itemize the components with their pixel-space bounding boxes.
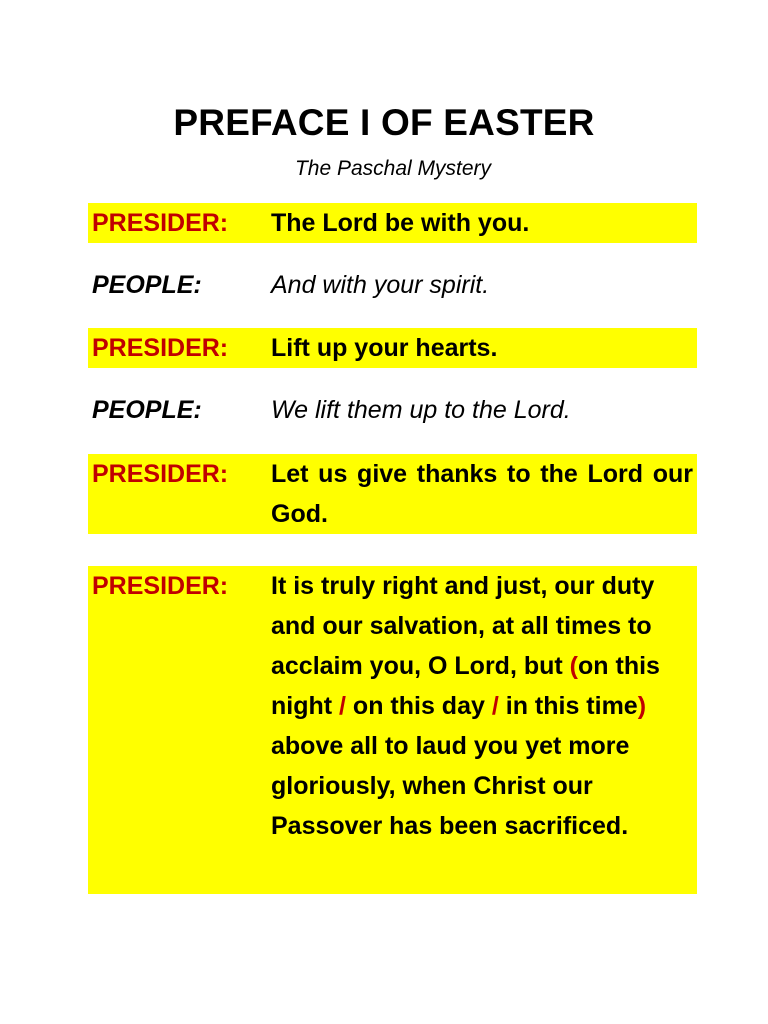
option-night: on this night <box>271 652 660 720</box>
dialogue-row-4 <box>88 390 697 430</box>
dialogue-text: Lift up your hearts. <box>271 334 498 362</box>
preface-text-part: above all to laud you yet more gloriously, when Christ our Passover has been sacrificed. <box>271 732 630 840</box>
dialogue-row-6 <box>88 566 697 894</box>
dialogue-row-2 <box>88 265 697 305</box>
dialogue-text: And with your spirit. <box>271 271 490 299</box>
speaker-label: PEOPLE: <box>92 396 202 424</box>
speaker-label: PRESIDER: <box>92 460 229 488</box>
slash-separator: / <box>491 692 499 720</box>
open-paren: ( <box>569 652 578 680</box>
speaker-label: PEOPLE: <box>92 271 202 299</box>
close-paren: ) <box>637 692 647 720</box>
preface-text-part: It is truly right and just, our duty and our salvation, at all times to acclaim you, O Lord, but <box>271 572 655 680</box>
page-subtitle: The Paschal Mystery <box>294 157 492 180</box>
dialogue-text: Let us give thanks to the Lord our God. <box>271 460 693 528</box>
speaker-label: PRESIDER: <box>92 572 229 600</box>
dialogue-row-1 <box>88 203 697 243</box>
dialogue-text: The Lord be with you. <box>271 209 530 237</box>
option-day: on this day <box>345 692 492 720</box>
option-time: in this time <box>498 692 638 720</box>
slash-separator: / <box>339 692 346 720</box>
page-title: PREFACE I OF EASTER <box>173 102 595 143</box>
speaker-label: PRESIDER: <box>92 334 229 362</box>
preface-text <box>271 566 693 846</box>
speaker-label: PRESIDER: <box>92 209 229 237</box>
dialogue-row-3 <box>88 328 697 368</box>
dialogue-row-5 <box>88 454 697 534</box>
dialogue-text: We lift them up to the Lord. <box>271 396 571 424</box>
